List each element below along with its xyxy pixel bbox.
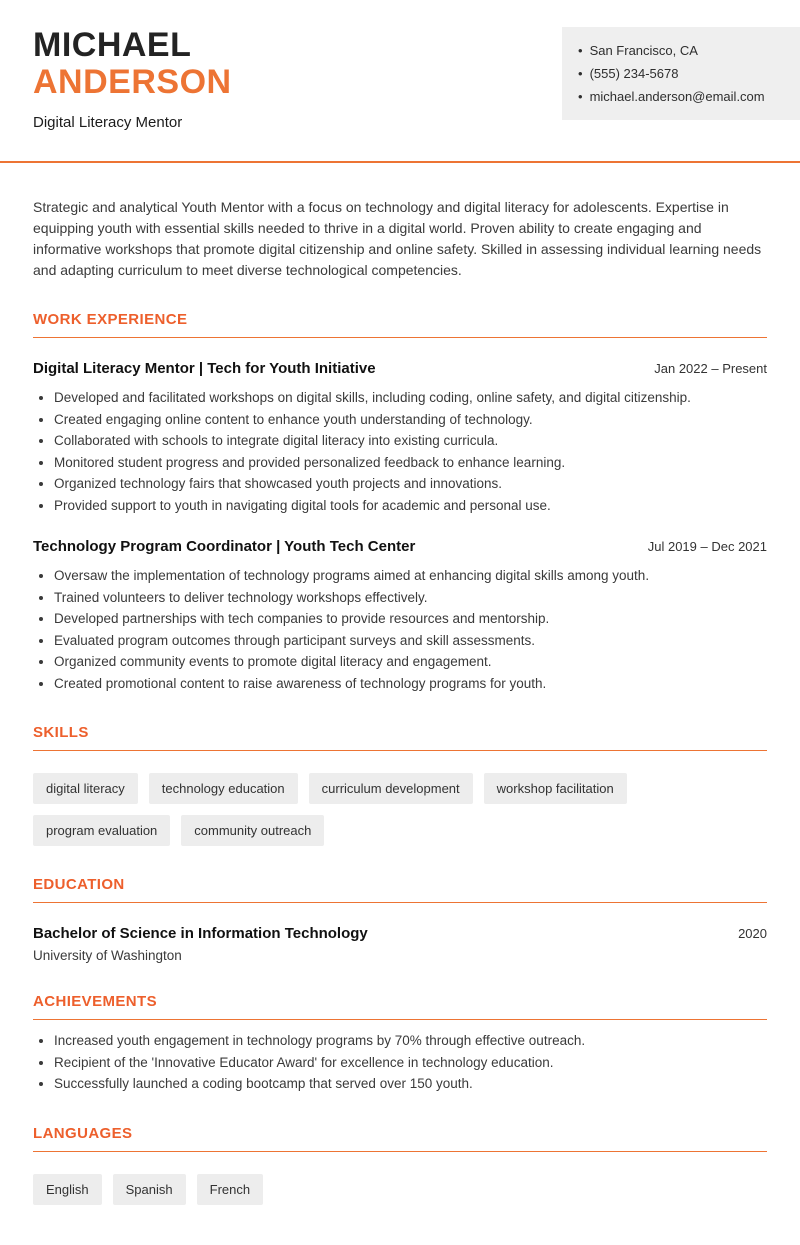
job-entry [33,360,767,516]
section-work-experience [33,311,767,694]
language-tag: English [33,1174,102,1205]
job-entry-head [33,360,767,377]
languages-heading: LANGUAGES [33,1125,767,1152]
achievement-bullet: • Recipient of the 'Innovative Educator Award' for excellence in technology education. [54,1052,767,1074]
education-year: 2020 [738,926,767,942]
achievements-list [33,1030,767,1095]
skill-tag: workshop facilitation [484,773,627,804]
achievement-bullet: • Increased youth engagement in technology programs by 70% through effective outreach. [54,1030,767,1052]
skills-heading: SKILLS [33,724,767,751]
achievement-bullet: • Successfully launched a coding bootcamp that served over 150 youth. [54,1073,767,1095]
job-bullet: • Created engaging online content to enhance youth understanding of technology. [54,409,767,431]
job-bullet: • Organized technology fairs that showcased youth projects and innovations. [54,473,767,495]
bullet-dot-icon: • [578,66,583,81]
skill-tag: curriculum development [309,773,473,804]
job-entry [33,538,767,694]
section-education [33,876,767,963]
education-heading: EDUCATION [33,876,767,903]
job-bullet: • Oversaw the implementation of technology programs aimed at enhancing digital skills among youth. [54,565,767,587]
job-bullet: • Trained volunteers to deliver technology workshops effectively. [54,587,767,609]
last-name: ANDERSON [33,62,232,101]
education-entry-head [33,925,767,942]
section-languages [33,1125,767,1205]
job-dates: Jan 2022 – Present [654,361,767,377]
languages-tag-list [33,1174,767,1205]
job-bullet: • Provided support to youth in navigating digital tools for academic and personal use. [54,495,767,517]
resume-header [0,27,800,131]
work-experience-heading: WORK EXPERIENCE [33,311,767,338]
education-entry [33,925,767,963]
skills-tag-list [33,773,767,846]
job-bullet-list [33,387,767,516]
degree-title: Bachelor of Science in Information Technology [33,925,368,943]
contact-item [578,62,782,85]
job-bullet: • Developed and facilitated workshops on digital skills, including coding, online safety, and digital citizenship. [54,387,767,409]
contact-item [578,39,782,62]
first-name: MICHAEL [33,26,192,64]
job-bullet: • Developed partnerships with tech companies to provide resources and mentorship. [54,608,767,630]
skill-tag: program evaluation [33,815,170,846]
language-tag: French [197,1174,263,1205]
job-bullet: • Monitored student progress and provided personalized feedback to enhance learning. [54,452,767,474]
job-entry-head [33,538,767,555]
name-block [33,27,232,131]
contact-item-text: San Francisco, CA [589,43,698,58]
contact-item-text: (555) 234-5678 [589,66,679,81]
bullet-dot-icon: • [578,89,583,104]
header-divider [0,161,800,163]
resume-content [0,197,800,1245]
education-school: University of Washington [33,948,182,964]
language-tag: Spanish [113,1174,186,1205]
job-bullet: • Evaluated program outcomes through participant surveys and skill assessments. [54,630,767,652]
contact-box [562,27,800,120]
skill-tag: digital literacy [33,773,138,804]
job-title: Technology Program Coordinator | Youth Tech Center [33,538,416,556]
skill-tag: community outreach [181,815,324,846]
job-bullet-list [33,565,767,694]
job-bullet: • Created promotional content to raise awareness of technology programs for youth. [54,673,767,695]
section-skills [33,724,767,846]
contact-item-text: michael.anderson@email.com [589,89,765,104]
job-dates: Jul 2019 – Dec 2021 [647,539,767,555]
full-name [33,27,232,100]
job-bullet: • Collaborated with schools to integrate digital literacy into existing curricula. [54,430,767,452]
header-job-title: Digital Literacy Mentor [33,114,183,132]
contact-item [578,85,782,108]
job-bullet: • Organized community events to promote digital literacy and engagement. [54,651,767,673]
skill-tag: technology education [149,773,298,804]
bullet-dot-icon: • [578,43,583,58]
summary-paragraph: Strategic and analytical Youth Mentor with a focus on technology and digital literacy for adolescents. Expertise in equipping youth with essential skills needed to thrive in a digital world. Proven ability to create engaging and informative workshops that promote digital citizenship and online safety. Skilled in assessing individual learning needs and adapting curriculum to meet diverse technological competencies. [33,199,762,279]
job-title: Digital Literacy Mentor | Tech for Youth Initiative [33,360,376,378]
achievements-heading: ACHIEVEMENTS [33,993,767,1020]
section-achievements [33,993,767,1095]
